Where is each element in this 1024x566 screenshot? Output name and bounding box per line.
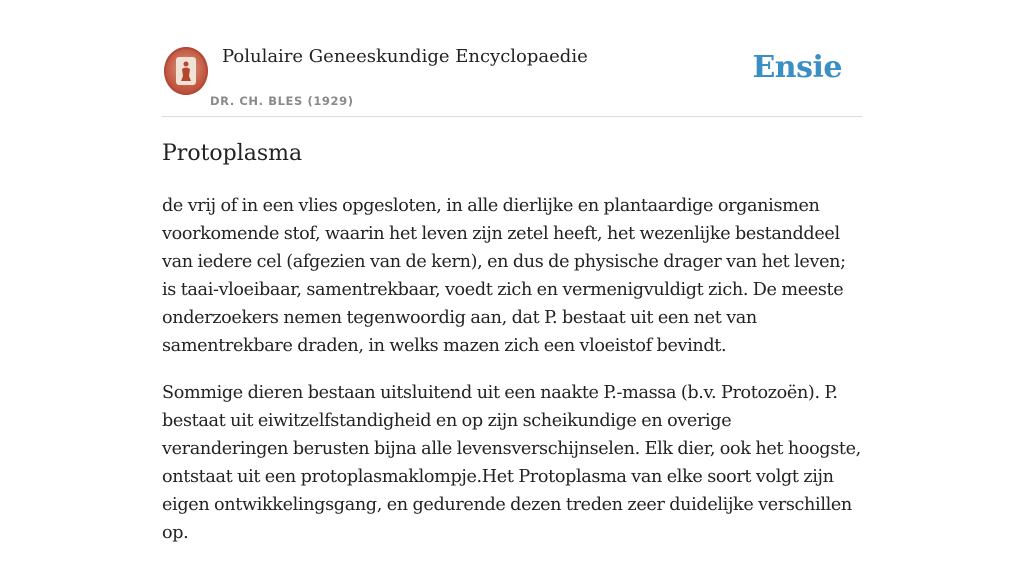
page-header	[162, 0, 862, 117]
logo-emblem	[176, 57, 196, 85]
entry-title: Protoplasma	[162, 141, 303, 166]
brand-logo-link[interactable]: Ensie	[752, 50, 842, 85]
entry-paragraph: de vrij of in een vlies opgesloten, in alle dierlijke en plantaardige organismen voorkomende stof, waarin het leven zijn zetel heeft, het wezenlijke bestanddeel van iedere cel (afgezien van de kern), en dus de physische drager van het leven; is taai-vloeibaar, samentrekbaar, voedt zich en vermenigvuldigt zich. De meeste onderzoekers nemen tegenwoordig aan, dat P. bestaat uit een net van samentrekbare draden, in welks mazen zich een vloeistof bevindt.	[162, 196, 846, 356]
book-title[interactable]: Polulaire Geneeskundige Encyclopaedie	[222, 46, 588, 67]
book-cover-logo-icon[interactable]	[164, 47, 208, 95]
entry-body	[162, 192, 862, 566]
figure-icon	[179, 60, 193, 82]
page-container	[162, 0, 862, 543]
book-author: DR. CH. BLES (1929)	[210, 94, 354, 108]
entry-paragraph: Sommige dieren bestaan uitsluitend uit een naakte P.-massa (b.v. Protozoën). P. bestaat uit eiwitzelfstandigheid en op zijn scheikundige en overige veranderingen berusten bijna alle levensverschijnselen. Elk dier, ook het hoogste, ontstaat uit een protoplasmaklompje.Het Protoplasma van elke soort volgt zijn eigen ontwikkelingsgang, en gedurende dezen treden zeer duidelijke verschillen op.	[162, 383, 861, 543]
